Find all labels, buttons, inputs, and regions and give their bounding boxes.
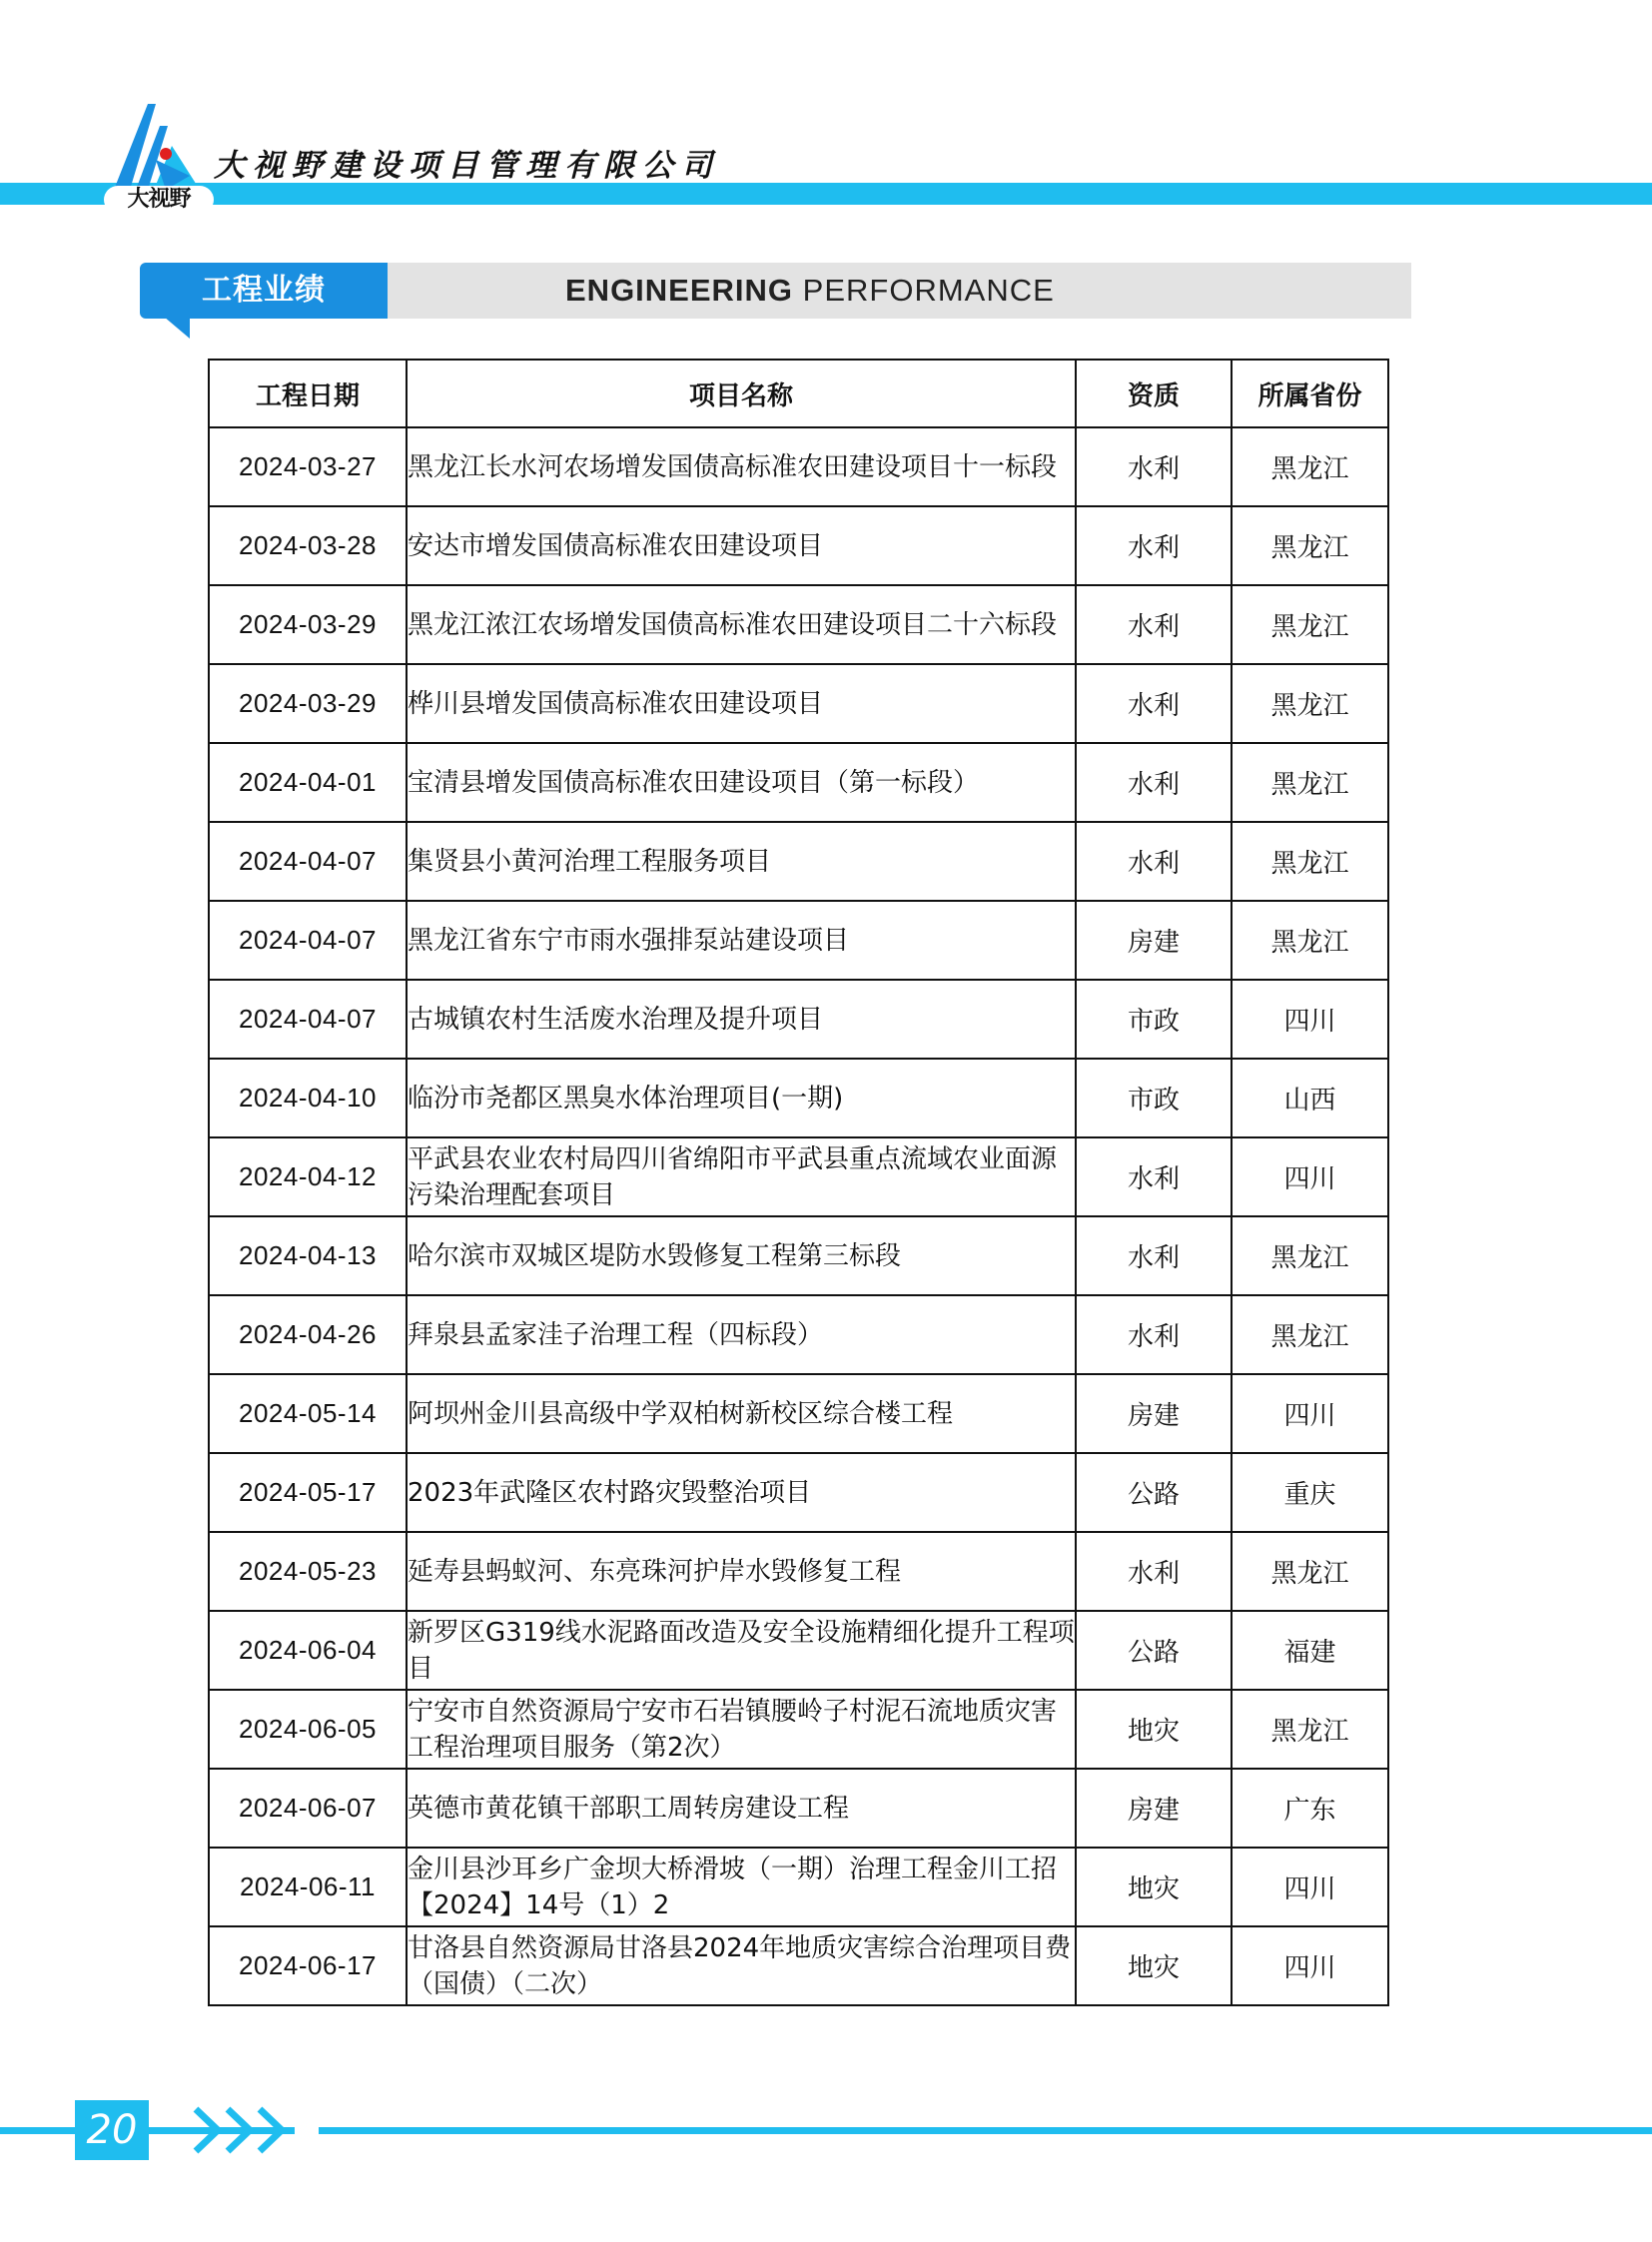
column-header-name: 项目名称 [407,360,1076,427]
table-body [209,427,1388,2005]
cell-project-name: 黑龙江省东宁市雨水强排泵站建设项目 [407,901,1076,980]
cell-date: 2024-03-29 [209,585,407,664]
column-header-qualification: 资质 [1076,360,1232,427]
cell-date: 2024-06-17 [209,1926,407,2005]
cell-qualification: 水利 [1076,506,1232,585]
cell-qualification: 水利 [1076,1137,1232,1216]
cell-province: 山西 [1232,1059,1388,1137]
cell-date: 2024-05-23 [209,1532,407,1611]
cell-province: 四川 [1232,1848,1388,1926]
cell-qualification: 地灾 [1076,1848,1232,1926]
section-title-badge [140,263,388,319]
table-row [209,822,1388,901]
cell-date: 2024-04-07 [209,980,407,1059]
cell-date: 2024-05-14 [209,1374,407,1453]
cell-province: 四川 [1232,1137,1388,1216]
company-name: 大视野建设项目管理有限公司 [214,148,720,184]
cell-project-name: 古城镇农村生活废水治理及提升项目 [407,980,1076,1059]
table-row [209,901,1388,980]
table-row [209,1453,1388,1532]
cell-project-name: 黑龙江浓江农场增发国债高标准农田建设项目二十六标段 [407,585,1076,664]
cell-date: 2024-06-11 [209,1848,407,1926]
cell-qualification: 地灾 [1076,1690,1232,1769]
cell-qualification: 水利 [1076,822,1232,901]
table-header-row [209,360,1388,427]
cell-province: 四川 [1232,1926,1388,2005]
cell-qualification: 水利 [1076,1295,1232,1374]
cell-province: 黑龙江 [1232,664,1388,743]
cell-project-name: 宁安市自然资源局宁安市石岩镇腰岭子村泥石流地质灾害工程治理项目服务（第2次） [407,1690,1076,1769]
table-row [209,1848,1388,1926]
cell-project-name: 英德市黄花镇干部职工周转房建设工程 [407,1769,1076,1848]
cell-project-name: 甘洛县自然资源局甘洛县2024年地质灾害综合治理项目费（国债）（二次） [407,1926,1076,2005]
cell-project-name: 新罗区G319线水泥路面改造及安全设施精细化提升工程项目 [407,1611,1076,1690]
cell-qualification: 房建 [1076,1374,1232,1453]
cell-project-name: 宝清县增发国债高标准农田建设项目（第一标段） [407,743,1076,822]
cell-project-name: 临汾市尧都区黑臭水体治理项目(一期) [407,1059,1076,1137]
cell-project-name: 哈尔滨市双城区堤防水毁修复工程第三标段 [407,1216,1076,1295]
table-row [209,743,1388,822]
table-row [209,1532,1388,1611]
section-header [140,263,1411,319]
section-header-bar [270,263,1411,319]
cell-qualification: 房建 [1076,1769,1232,1848]
table-row [209,506,1388,585]
table-row [209,427,1388,506]
cell-date: 2024-04-10 [209,1059,407,1137]
cell-province: 黑龙江 [1232,901,1388,980]
cell-date: 2024-03-29 [209,664,407,743]
cell-province: 四川 [1232,1374,1388,1453]
chevron-right-icon [190,2101,300,2159]
cell-date: 2024-05-17 [209,1453,407,1532]
page-number: 20 [86,2107,138,2153]
cell-qualification: 市政 [1076,1059,1232,1137]
cell-qualification: 地灾 [1076,1926,1232,2005]
table-row [209,1374,1388,1453]
cell-date: 2024-04-07 [209,822,407,901]
cell-project-name: 阿坝州金川县高级中学双柏树新校区综合楼工程 [407,1374,1076,1453]
table-row [209,1690,1388,1769]
header-accent-bar [0,183,1652,205]
cell-qualification: 公路 [1076,1611,1232,1690]
table-row [209,1611,1388,1690]
cell-qualification: 水利 [1076,585,1232,664]
section-title-cn: 工程业绩 [202,273,326,308]
cell-date: 2024-04-01 [209,743,407,822]
column-header-date: 工程日期 [209,360,407,427]
column-header-province: 所属省份 [1232,360,1388,427]
footer-line-gap [295,2121,319,2141]
cell-province: 福建 [1232,1611,1388,1690]
cell-province: 黑龙江 [1232,1295,1388,1374]
table-row [209,1059,1388,1137]
cell-province: 黑龙江 [1232,585,1388,664]
cell-qualification: 水利 [1076,427,1232,506]
cell-province: 广东 [1232,1769,1388,1848]
cell-qualification: 房建 [1076,901,1232,980]
cell-qualification: 公路 [1076,1453,1232,1532]
cell-date: 2024-03-28 [209,506,407,585]
cell-date: 2024-04-12 [209,1137,407,1216]
cell-date: 2024-06-07 [209,1769,407,1848]
cell-date: 2024-04-13 [209,1216,407,1295]
cell-province: 黑龙江 [1232,506,1388,585]
cell-province: 黑龙江 [1232,1690,1388,1769]
cell-province: 黑龙江 [1232,427,1388,506]
section-title-badge-tail [164,317,190,339]
cell-project-name: 延寿县蚂蚁河、东亮珠河护岸水毁修复工程 [407,1532,1076,1611]
cell-province: 黑龙江 [1232,822,1388,901]
section-title-en-light: PERFORMANCE [802,273,1055,308]
cell-province: 重庆 [1232,1453,1388,1532]
table-row [209,1295,1388,1374]
cell-province: 黑龙江 [1232,743,1388,822]
cell-project-name: 桦川县增发国债高标准农田建设项目 [407,664,1076,743]
cell-project-name: 平武县农业农村局四川省绵阳市平武县重点流域农业面源污染治理配套项目 [407,1137,1076,1216]
cell-qualification: 水利 [1076,1216,1232,1295]
cell-date: 2024-06-04 [209,1611,407,1690]
table-row [209,1216,1388,1295]
table-row [209,980,1388,1059]
cell-date: 2024-06-05 [209,1690,407,1769]
cell-project-name: 集贤县小黄河治理工程服务项目 [407,822,1076,901]
cell-qualification: 水利 [1076,743,1232,822]
cell-date: 2024-04-26 [209,1295,407,1374]
section-title-en [565,263,1055,319]
cell-project-name: 2023年武隆区农村路灾毁整治项目 [407,1453,1076,1532]
cell-province: 四川 [1232,980,1388,1059]
table-row [209,1137,1388,1216]
cell-province: 黑龙江 [1232,1216,1388,1295]
cell-date: 2024-03-27 [209,427,407,506]
cell-project-name: 黑龙江长水河农场增发国债高标准农田建设项目十一标段 [407,427,1076,506]
performance-table [208,359,1389,2006]
table-row [209,664,1388,743]
cell-qualification: 水利 [1076,1532,1232,1611]
cell-project-name: 金川县沙耳乡广金坝大桥滑坡（一期）治理工程金川工招【2024】14号（1）2 [407,1848,1076,1926]
cell-project-name: 拜泉县孟家洼子治理工程（四标段） [407,1295,1076,1374]
cell-project-name: 安达市增发国债高标准农田建设项目 [407,506,1076,585]
cell-qualification: 市政 [1076,980,1232,1059]
cell-province: 黑龙江 [1232,1532,1388,1611]
table-row [209,1926,1388,2005]
cell-qualification: 水利 [1076,664,1232,743]
section-title-en-bold: ENGINEERING [565,273,794,308]
table-row [209,585,1388,664]
logo-wordmark: 大视野 [104,186,214,214]
cell-date: 2024-04-07 [209,901,407,980]
table-row [209,1769,1388,1848]
